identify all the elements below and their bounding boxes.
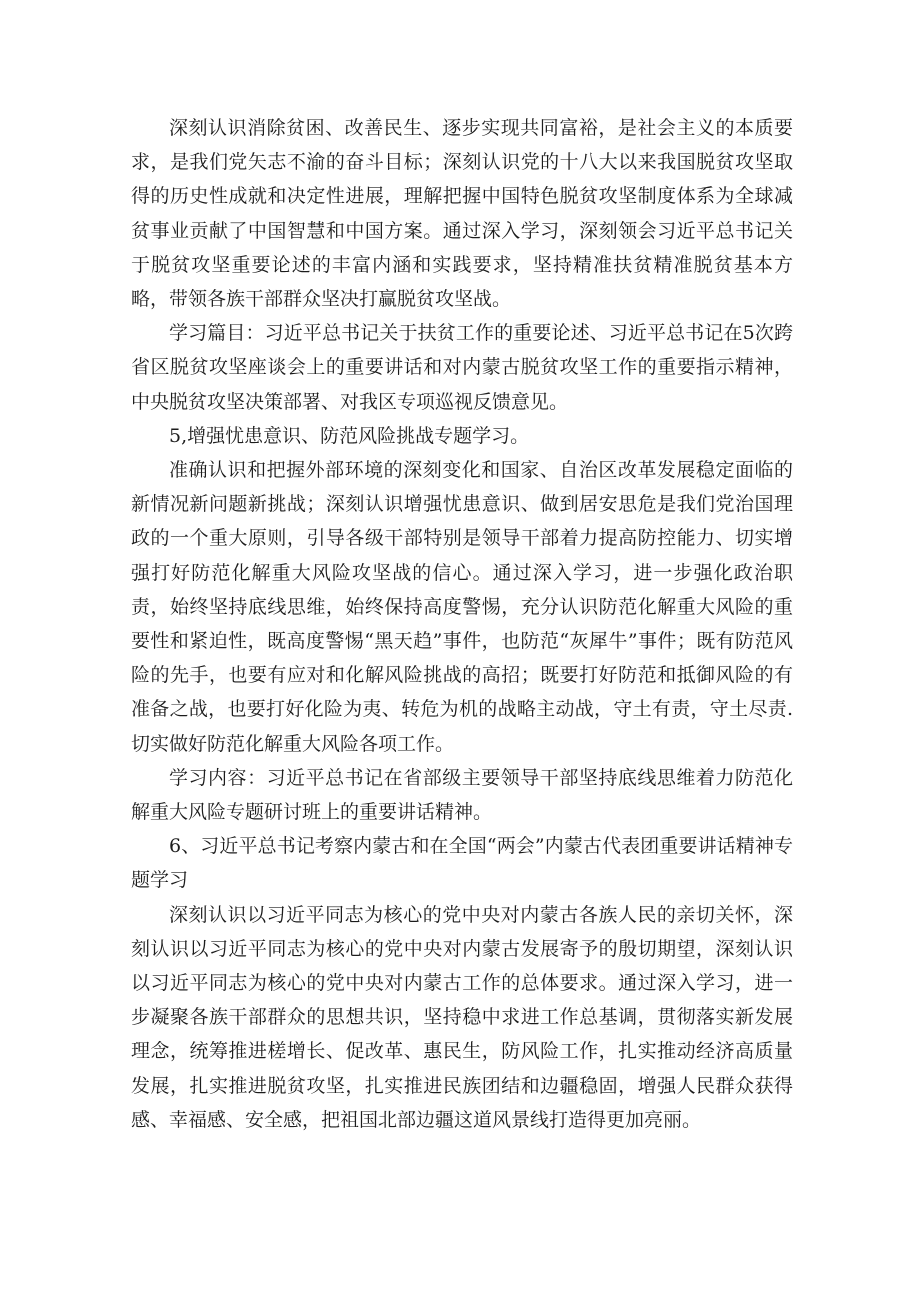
paragraph-study-content: 学习内容：习近平总书记在省部级主要领导干部坚持底线思维着力防范化解重大风险专题研讨班上的重要讲话精神。	[131, 766, 793, 824]
paragraph-risk-prevention: 准确认识和把握外部环境的深刻变化和国家、自治区改革发展稳定面临的新情况新问题新挑战；深刻认识增强忧患意识、做到居安思危是我们党治国理政的一个重大原则，引导各级干部特别是领导干部着力提高防控能力、切实增强打好防范化解重大风险攻坚战的信心。通过深入学习，进一步强化政治职责，始终坚持底线思维，始终保持高度警惕，充分认识防范化解重大风险的重要性和紧迫性，既高度警惕“黑天趋”事件，也防范“灰犀牛”事件；既有防范风险的先手，也要有应对和化解风险挑战的高招；既要打好防范和抵御风险的有准备之战，也要打好化险为夷、转危为机的战略主动战，守土有责，守土尽责.切实做好防范化解重大风险各项工作。	[131, 459, 793, 755]
paragraph-inner-mongolia-requirements: 深刻认识以习近平同志为核心的党中央对内蒙古各族人民的亲切关怀，深刻认识以习近平同志为核心的党中央对内蒙古发展寄予的殷切期望，深刻认识以习近平同志为核心的党中央对内蒙古工作的总体要求。通过深入学习，进一步凝聚各族干部群众的思想共识，坚持稳中求进工作总基调，贯彻落实新发展理念，统筹推进槎增长、促改革、惠民生，防风险工作，扎实推动经济高质量发展，扎实推进脱贫攻坚，扎实推进民族团结和边疆稳固，增强人民群众获得感、幸福感、安全感，把祖国北部边疆这道风景线打造得更加亮丽。	[131, 903, 793, 1131]
section-heading-inner-mongolia: 6、习近平总书记考察内蒙古和在全国“两会”内蒙古代表团重要讲话精神专题学习	[131, 835, 793, 892]
paragraph-study-articles: 学习篇目：习近平总书记关于扶贫工作的重要论述、习近平总书记在5次跨省区脱贫攻坚座谈会上的重要讲话和对内蒙古脱贫攻坚工作的重要指示精神，中央脱贫攻坚决策部署、对我区专项巡视反馈意见。	[131, 322, 793, 413]
document-body	[131, 111, 793, 1137]
section-heading-risk-awareness: 5,增强忧患意识、防范风险挑战专题学习。	[169, 424, 530, 447]
paragraph-poverty-alleviation-goals: 深刻认识消除贫困、改善民生、逐步实现共同富裕，是社会主义的本质要求，是我们党矢志不渝的奋斗目标；深刻认识党的十八大以来我国脱贫攻坚取得的历史性成就和决定性进展，理解把握中国特色脱贫攻坚制度体系为全球减贫事业贡献了中国智慧和中国方案。通过深入学习，深刻领会习近平总书记关于脱贫攻坚重要论述的丰富内涵和实践要求，坚持精准扶贫精准脱贫基本方略，带领各族干部群众坚决打赢脱贫攻坚战。	[131, 117, 793, 311]
